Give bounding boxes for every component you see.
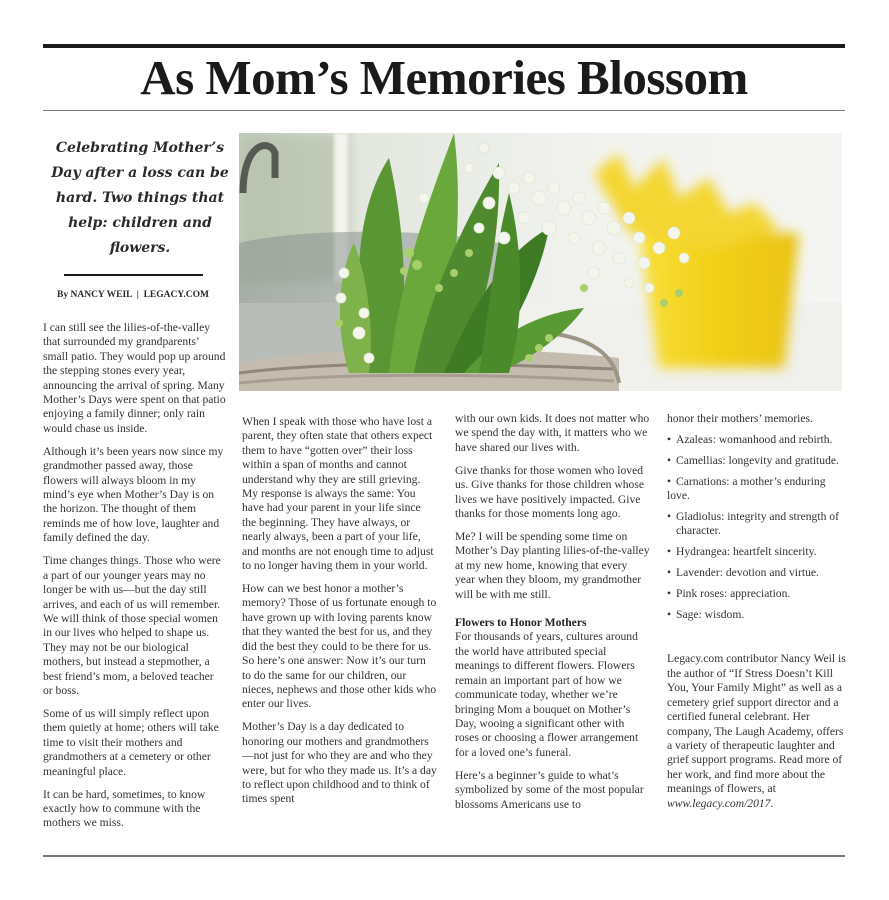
flower-meanings-list <box>667 433 847 623</box>
paragraph: Give thanks for those women who loved us. Give thanks for those children whose lives we have positively impacted. Give thanks for those moments long ago. <box>455 463 645 521</box>
top-rule <box>43 44 845 48</box>
paragraph: Me? I will be spending some time on Mother’s Day planting lilies-of-the-valley at my new home, knowing that every year when they bloom, my grandmother will be with me still. <box>455 530 650 601</box>
paragraph: honor their mothers’ memories. <box>667 412 813 425</box>
paragraph: For thousands of years, cultures around the world have attributed special meanings to different flowers. Flowers remain an important part of how we communicate today, whether we’re bringing Mom a bouquet on Mother’s Day, wooing a significant other with roses or choosing a flower arrangement for a loved one’s funeral. <box>455 630 639 759</box>
flower-meaning-item: • Azaleas: womanhood and rebirth. <box>667 432 833 446</box>
paragraph: Here’s a beginner’s guide to what’s symbolized by some of the most popular blossoms Americans use to <box>455 768 644 811</box>
photo-illustration <box>239 133 842 391</box>
article-column-1 <box>43 321 226 839</box>
deck: Celebrating Mother’s Day after a loss can be hard. Two things that help: children and flowers. <box>51 140 229 256</box>
headline: As Mom’s Memories Blossom <box>140 50 748 105</box>
paragraph: Some of us will simply reflect upon them quietly at home; others will take time to visit their mothers and grandmothers at a cemetery or other meaningful place. <box>43 706 219 778</box>
paragraph: When I speak with those who have lost a parent, they often state that others expect them to have “gotten over” their loss within a span of months and cannot understand why they are still grieving. My response is always the same: You have had your parent in your life since the beginning. They have always, or nearly always, been a part of your life, and months are not enough time to adjust to no longer having them in your world. <box>242 415 434 573</box>
bullet-icon: • <box>667 474 672 488</box>
paragraph: with our own kids. It does not matter who we spend the day with, it matters who we have shared our lives with. <box>455 412 650 454</box>
paragraph: Although it’s been years now since my grandmother passed away, those flowers will always bloom in my mind’s eye when Mother’s Day is on the horizon. The thought of them reminds me of how love, laughter and family defined the day. <box>43 444 224 545</box>
paragraph: Mother’s Day is a day dedicated to honoring our mothers and grandmothers—not just for who they are and who they were, but for who they made us. It’s a day to reflect upon childhood and to think of times spent <box>242 720 437 806</box>
legacy-link[interactable]: www.legacy.com/2017 <box>667 796 771 810</box>
article-column-2 <box>242 415 437 815</box>
paragraph: Time changes things. Those who were a part of our younger years may no longer be with us—but the day still arrives, and each of us will remember. We will think of those special women in our lives who helped to shape us. They may not be our biological mothers, but instead a stepmother, a best friend’s mom, a beloved teacher or boss. <box>43 554 221 697</box>
bullet-icon: • <box>667 545 672 559</box>
flower-meaning-item: • Hydrangea: heartfelt sincerity. <box>667 545 817 559</box>
flower-meaning-item: • Pink roses: appreciation. <box>667 587 791 601</box>
deck-rule <box>64 274 203 276</box>
flower-meaning-item: • Camellias: longevity and gratitude. <box>667 453 839 467</box>
flower-meaning-item: • Sage: wisdom. <box>667 608 745 622</box>
bullet-icon: • <box>667 587 672 601</box>
author-bio: Legacy.com contributor Nancy Weil is the author of “If Stress Doesn’t Kill You, Your Family Might” as well as a cemetery grief support director and a certified funeral celebrant. Her company, The Laugh Academy, offers a variety of therapeutic laughter and grief support programs. Read more of her work, and find more about the meanings of flowers, at www.legacy.com/2017. <box>667 652 846 810</box>
paragraph: How can we best honor a mother’s memory? Those of us fortunate enough to have grown up with loving parents know that they wanted the best for us, and they did the best they could to be there for us. So here’s one answer: Now it’s our turn to do the same for our children, our nieces, nephews and those other kids who enter our lives. <box>242 582 437 711</box>
bullet-icon: • <box>667 432 672 446</box>
bottom-rule <box>43 855 845 857</box>
subhead-flowers-to-honor-mothers: Flowers to Honor Mothers <box>455 616 587 630</box>
article-column-3 <box>455 412 650 821</box>
lily-of-the-valley-photo <box>239 133 842 391</box>
bullet-icon: • <box>667 608 672 622</box>
paragraph: I can still see the lilies-of-the-valley that surrounded my grandparents’ small patio. They would pop up around the stepping stones every year, announcing the arrival of spring. Many Mother’s Days were spent on that patio enjoying a family dinner; only rain would chase us inside. <box>43 321 226 435</box>
title-rule <box>43 110 845 111</box>
paragraph: It can be hard, sometimes, to know exactly how to commune with the mothers we miss. <box>43 787 206 830</box>
flower-meaning-item: • Carnations: a mother’s enduring love. <box>667 474 826 503</box>
byline: By NANCY WEIL | LEGACY.COM <box>57 290 209 300</box>
flower-meaning-item: • Gladiolus: integrity and strength of character. <box>667 510 839 538</box>
bullet-icon: • <box>667 566 672 580</box>
bullet-icon: • <box>667 510 672 524</box>
article-column-4 <box>667 412 847 820</box>
bullet-icon: • <box>667 453 672 467</box>
flower-meaning-item: • Lavender: devotion and virtue. <box>667 566 819 580</box>
